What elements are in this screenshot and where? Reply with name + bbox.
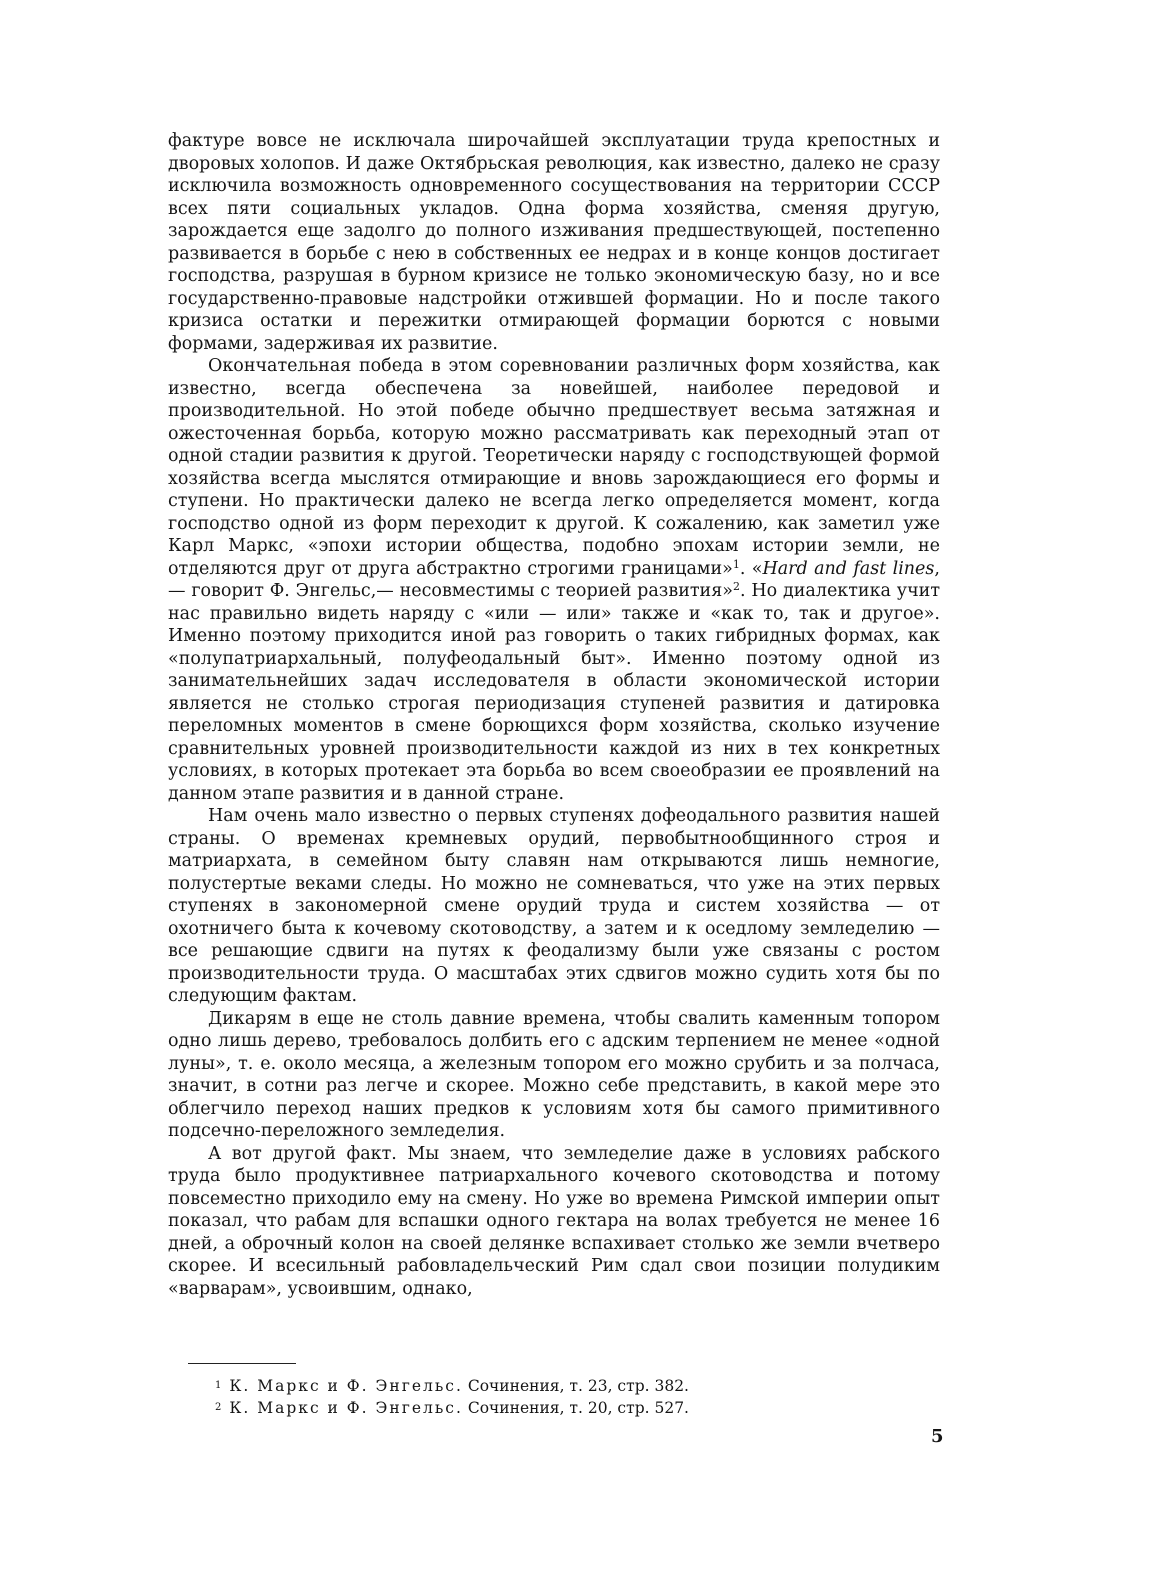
footnotes	[215, 1375, 915, 1419]
footnote-mark: 2	[215, 1402, 222, 1413]
paragraph-3: Нам очень мало известно о первых ступенях дофеодального развития нашей страны. О временах кремневых орудий, первобытнообщинного строя и матриархата, в семейном быту славян нам открываются лишь немногие, полустертые веками следы. Но можно не сомневаться, что уже на этих первых ступенях в закономерной смене орудий труда и систем хозяйства — от охотничего быта к кочевому скотоводству, а затем и к оседлому земледелию — все решающие сдвиги на путях к феодализму были уже связаны с ростом производительности труда. О масштабах этих сдвигов можно судить хотя бы по следующим фактам.	[168, 806, 940, 1006]
paragraph-2	[168, 355, 940, 805]
footnote-ref-2[interactable]: 2	[732, 580, 740, 593]
paragraph-2-mid2: ,— говорит Ф. Энгельс,— несовместимы с теорией развития»	[168, 558, 940, 601]
footnote-ref-1[interactable]: 1	[732, 557, 740, 571]
paragraph-2-mid: . «	[739, 558, 763, 579]
footnote-2	[215, 1397, 915, 1419]
footnote-mark: 1	[215, 1380, 222, 1391]
page-number: 5	[931, 1426, 944, 1447]
footnote-source: Сочинения, т. 20, стр. 527.	[467, 1399, 689, 1417]
footnote-authors: К. Маркс и Ф. Энгельс.	[229, 1377, 463, 1395]
paragraph-2-text: Окончательная победа в этом соревновании различных форм хозяйства, как известно, всегда обеспечена за новейшей, наиболее передовой и производительной. Но этой победе обычно предшествует весьма затяжная и ожесточенная борьба, которую можно рассматривать как переходный этап от одной стадии развития к другой. Теоретически наряду с господствующей формой хозяйства всегда мыслятся отмирающие и вновь зарождающиеся его формы и ступени. Но практически далеко не всегда легко определяется момент, когда господство одной из форм переходит к другой. К сожалению, как заметил уже Карл Маркс, «эпохи истории общества, подобно эпохам истории земли, не отделяются друг от друга абстрактно строгими границами»	[168, 356, 940, 579]
paragraph-1: фактуре вовсе не исключала широчайшей эксплуатации труда крепостных и дворовых холопов. И даже Октябрьская революция, как известно, далеко не сразу исключила возможность одновременного сосуществования на территории СССР всех пяти социальных укладов. Одна форма хозяйства, сменяя другую, зарождается еще задолго до полного изживания предшествующей, постепенно развивается в борьбе с нею в собственных ее недрах и в конце концов достигает господства, разрушая в бурном кризисе не только экономическую базу, но и все государственно-правовые надстройки отжившей формации. Но и после такого кризиса остатки и пережитки отмирающей формации борются с новыми формами, задерживая их развитие.	[168, 131, 940, 354]
paragraph-2-rest: . Но диалектика учит нас правильно видеть наряду с «или — или» также и «как то, так и другое». Именно поэтому приходится иной раз говорить о таких гибридных формах, как «полупатриархальный, полуфеодальный быт». Именно поэтому одной из занимательнейших задач исследователя в области экономической истории является не столько строгая периодизация ступеней развития и датировка переломных моментов в смене борющихся форм хозяйства, сколько изучение сравнительных уровней производительности каждой из них в тех конкретных условиях, в которых протекает эта борьба во всем своеобразии ее проявлений на данном этапе развития и в данной стране.	[168, 581, 940, 804]
footnote-divider	[188, 1363, 296, 1364]
footnote-authors: К. Маркс и Ф. Энгельс.	[229, 1399, 463, 1417]
main-text	[168, 130, 940, 1300]
footnote-1	[215, 1375, 915, 1397]
italic-phrase: Hard and fast lines	[762, 558, 935, 579]
footnote-source: Сочинения, т. 23, стр. 382.	[467, 1377, 689, 1395]
paragraph-5: А вот другой факт. Мы знаем, что земледелие даже в условиях рабского труда было продуктивнее патриархального кочевого скотоводства и потому повсеместно приходило ему на смену. Но уже во времена Римской империи опыт показал, что рабам для вспашки одного гектара на волах требуется не менее 16 дней, а оброчный колон на своей делянке вспахивает столько же земли вчетверо скорее. И всесильный рабовладельческий Рим сдал свои позиции полудиким «варварам», усвоившим, однако,	[168, 1143, 940, 1299]
paragraph-4: Дикарям в еще не столь давние времена, чтобы свалить каменным топором одно лишь дерево, требовалось долбить его с адским терпением не менее «одной луны», т. е. около месяца, а железным топором его можно срубить и за полчаса, значит, в сотни раз легче и скорее. Можно себе представить, в какой мере это облегчило переход наших предков к условиям хотя бы самого примитивного подсечно-переложного земледелия.	[168, 1008, 940, 1141]
